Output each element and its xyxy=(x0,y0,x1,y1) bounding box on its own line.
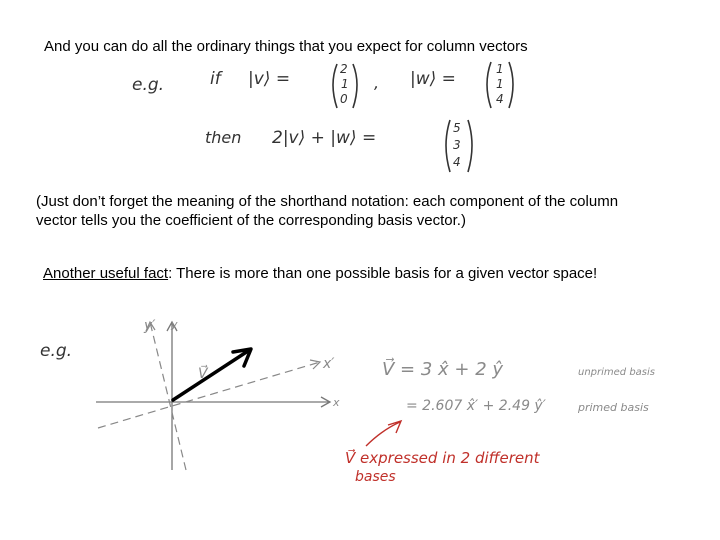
x-prime-axis xyxy=(98,362,320,428)
w-component-1: 1 xyxy=(496,62,504,76)
v-component-1: 2 xyxy=(340,62,348,76)
red-annotation-arrow xyxy=(366,422,400,446)
result-right-paren xyxy=(468,120,472,172)
w-right-paren xyxy=(509,62,513,108)
fact-label: Another useful fact xyxy=(43,265,169,282)
vector-v-label: V⃗ xyxy=(198,366,208,382)
v-left-paren xyxy=(333,64,337,108)
result-component-1: 5 xyxy=(453,121,461,135)
x-axis-label: x xyxy=(333,396,340,409)
primed-basis-note: primed basis xyxy=(578,401,649,414)
y-axis-label: y xyxy=(171,318,178,331)
result-component-2: 3 xyxy=(453,138,461,152)
then-label: then xyxy=(205,128,242,147)
v-component-3: 0 xyxy=(340,92,348,106)
v-component-2: 1 xyxy=(341,77,349,91)
y-prime-axis-label: y′ xyxy=(144,318,156,334)
intro-text: And you can do all the ordinary things that you expect for column vectors xyxy=(44,38,528,55)
example-column-vectors xyxy=(132,62,513,172)
w-component-3: 4 xyxy=(496,92,504,106)
result-component-3: 4 xyxy=(453,155,461,169)
red-annotation-line1: V⃗ expressed in 2 different xyxy=(345,449,540,467)
vector-v-arrow xyxy=(173,351,248,400)
comma: , xyxy=(374,73,380,92)
eg-label-2: e.g. xyxy=(40,341,73,361)
example-two-bases xyxy=(40,318,655,485)
fact-body: : There is more than one possible basis for a given vector space! xyxy=(168,265,598,282)
w-ket-label: |w⟩ = xyxy=(410,69,456,89)
eg-label-1: e.g. xyxy=(132,75,165,95)
unprimed-basis-note: unprimed basis xyxy=(578,367,656,378)
v-right-paren xyxy=(353,64,357,108)
if-label: if xyxy=(210,69,221,89)
w-component-2: 1 xyxy=(496,77,504,91)
note-line-1: (Just don’t forget the meaning of the shorthand notation: each component of the column xyxy=(36,193,619,210)
w-left-paren xyxy=(487,62,491,108)
red-annotation-line2: bases xyxy=(355,469,396,485)
sum-expression: 2|v⟩ + |w⟩ = xyxy=(272,128,377,148)
v-unprimed-expression: V⃗ = 3 x̂ + 2 ŷ xyxy=(382,359,504,380)
v-primed-expression: = 2.607 x̂′ + 2.49 ŷ′ xyxy=(406,398,546,414)
x-prime-axis-label: x′ xyxy=(323,356,335,372)
result-left-paren xyxy=(446,120,450,172)
v-ket-label: |v⟩ = xyxy=(248,69,291,89)
note-line-2: vector tells you the coefficient of the corresponding basis vector.) xyxy=(36,212,466,229)
